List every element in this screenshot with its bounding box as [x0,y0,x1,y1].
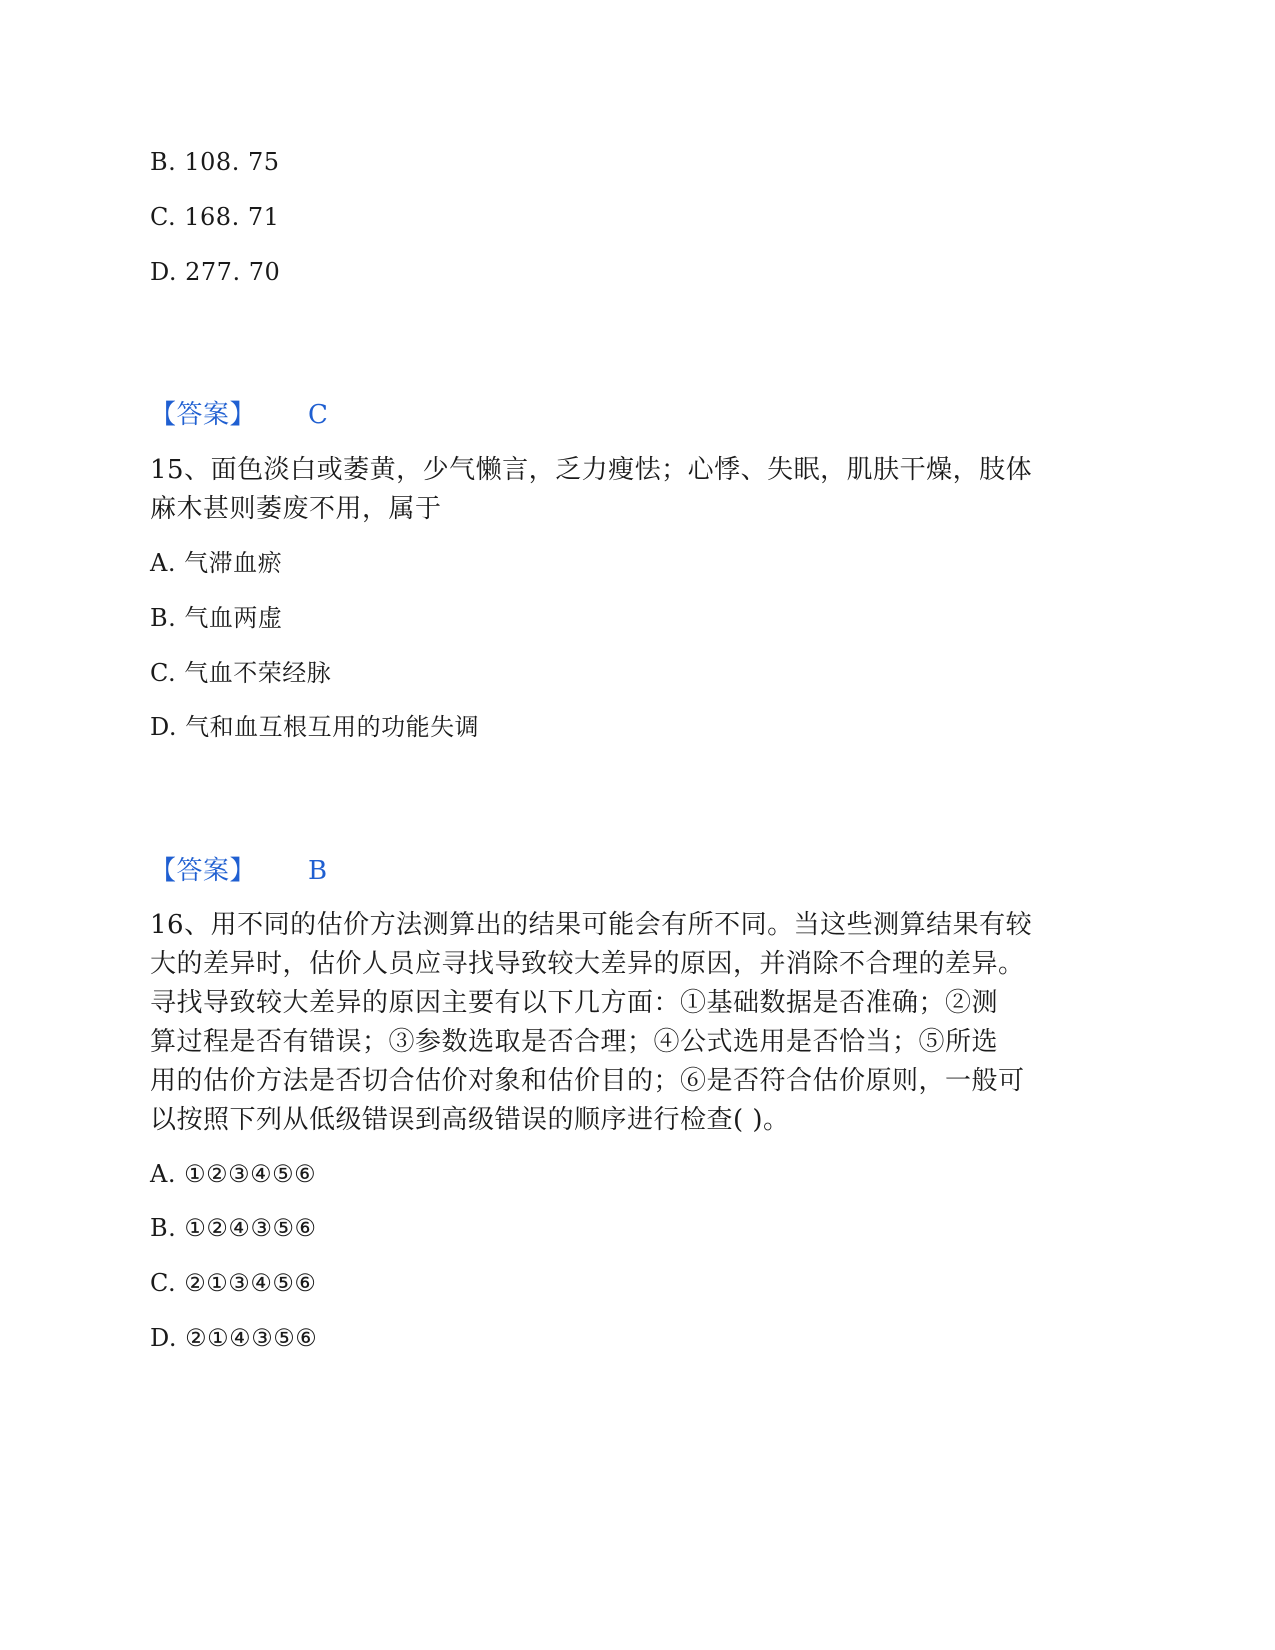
q14-answer [150,395,328,435]
q16-stem-line-6: 以按照下列从低级错误到高级错误的顺序进行检查( )。 [150,1105,790,1135]
q15-stem-line-1: 15、面色淡白或萎黄，少气懒言，乏力瘦怯；心悸、失眠，肌肤干燥，肢体 [150,455,1033,485]
q14-option-d: D. 277. 70 [150,258,281,286]
q14-option-c: C. 168. 71 [150,203,280,231]
q16-option-b: B. ①②④③⑤⑥ [150,1214,317,1242]
q16-stem-line-1: 16、用不同的估价方法测算出的结果可能会有所不同。当这些测算结果有较 [150,910,1033,940]
q16-option-c: C. ②①③④⑤⑥ [150,1269,317,1297]
q15-answer [150,851,328,891]
q14-option-b: B. 108. 75 [150,148,280,176]
q15-option-b: B. 气血两虚 [150,604,283,632]
q16-stem-line-3: 寻找导致较大差异的原因主要有以下几方面：①基础数据是否准确；②测 [150,988,999,1018]
q16-stem-line-4: 算过程是否有错误；③参数选取是否合理；④公式选用是否恰当；⑤所选 [150,1027,999,1057]
q15-option-c: C. 气血不荣经脉 [150,659,332,687]
q14-answer-label: 【答案】 [150,400,257,430]
q15-answer-label: 【答案】 [150,856,257,886]
q15-answer-value: B [308,856,328,886]
q15-option-a: A. 气滞血瘀 [150,549,283,577]
q15-stem-line-2: 麻木甚则萎废不用，属于 [150,494,442,524]
q16-stem-line-5: 用的估价方法是否切合估价对象和估价目的；⑥是否符合估价原则，一般可 [150,1066,1025,1096]
q16-stem-line-2: 大的差异时，估价人员应寻找导致较大差异的原因，并消除不合理的差异。 [150,949,1025,979]
q15-option-d: D. 气和血互根互用的功能失调 [150,713,480,741]
q14-answer-value: C [308,400,329,430]
q16-option-a: A. ①②③④⑤⑥ [150,1160,317,1188]
q16-option-d: D. ②①④③⑤⑥ [150,1324,318,1352]
